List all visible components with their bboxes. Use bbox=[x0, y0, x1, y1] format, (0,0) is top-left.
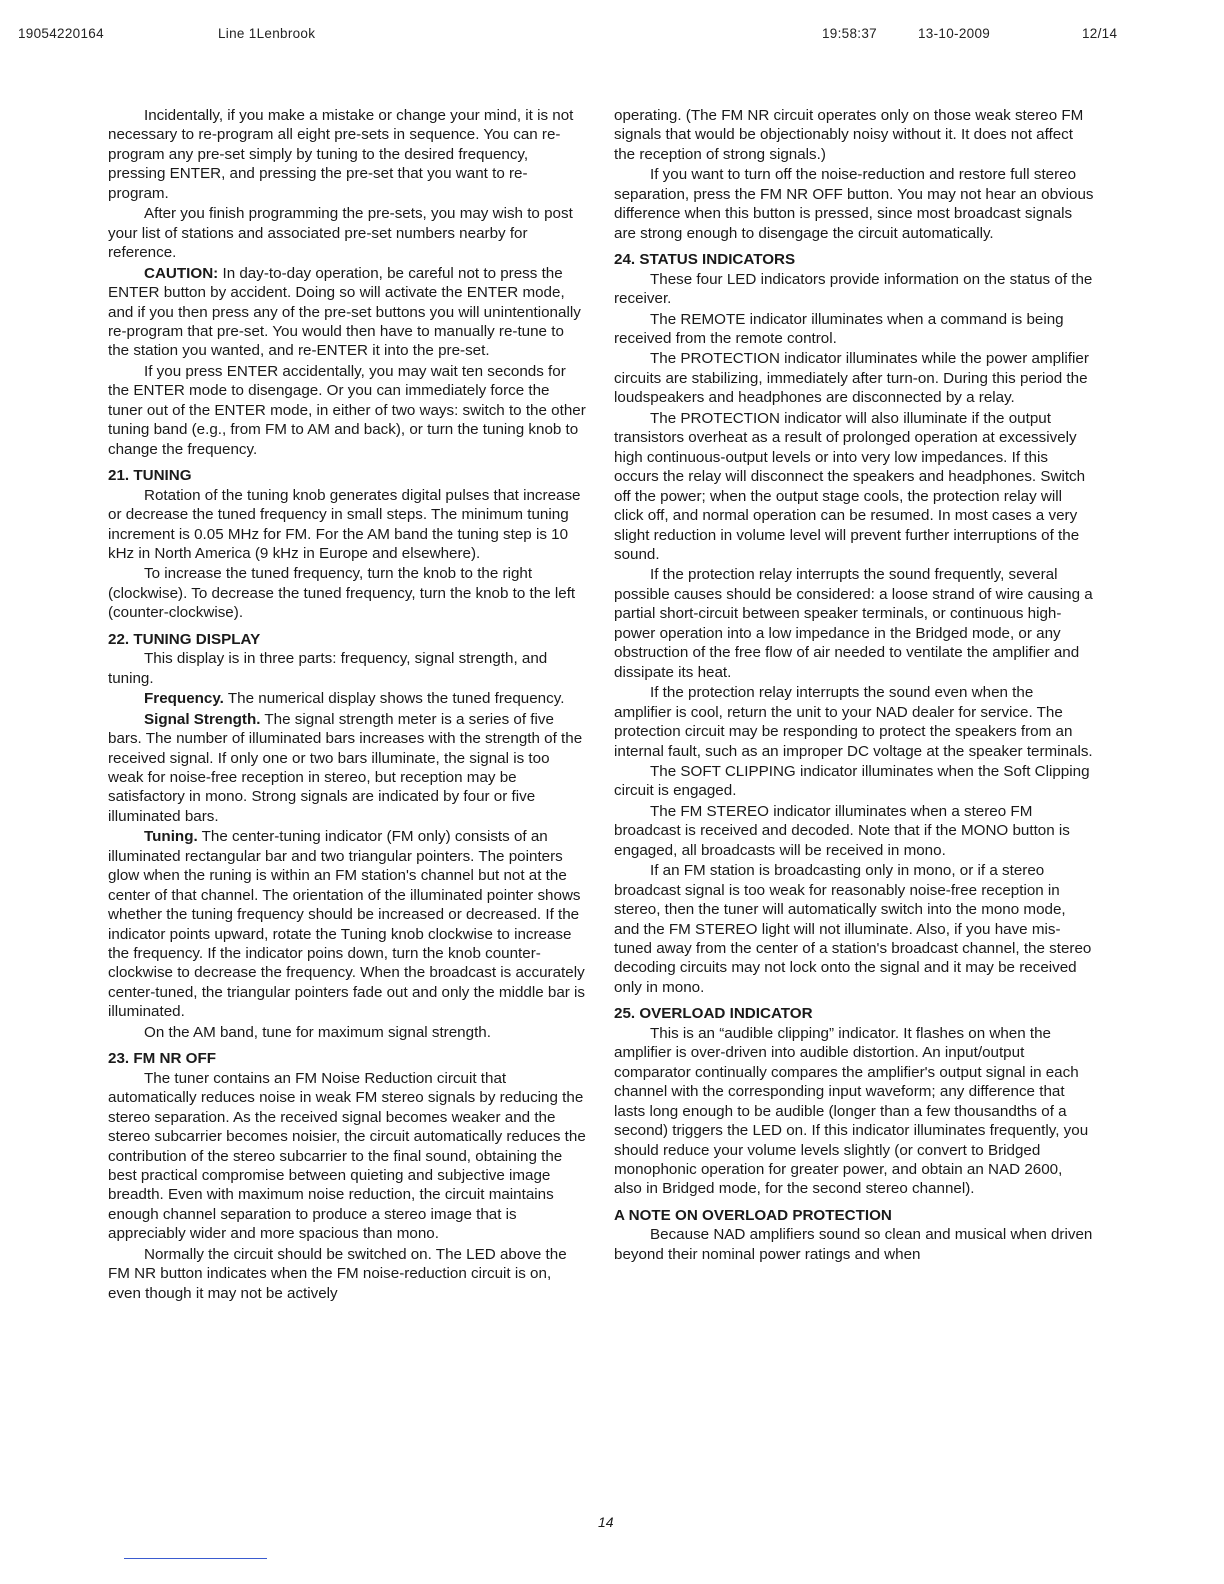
caution-paragraph bbox=[108, 264, 586, 361]
right-column bbox=[614, 106, 1094, 1265]
paragraph: operating. (The FM NR circuit operates only on those weak stereo FM signals that would be objectionably noisy without it. It does not affect the reception of strong signals.) bbox=[614, 107, 1084, 163]
paragraph: Because NAD amplifiers sound so clean and musical when driven beyond their nominal power ratings and when bbox=[614, 1226, 1093, 1263]
paragraph: If an FM station is broadcasting only in mono, or if a stereo broadcast signal is too weak for reasonably noise-free reception in stereo, then the tuner will automatically switch into the mono mode, and the FM STEREO light will not illuminate. Also, if you have mis-tuned away from the center of a station's broadcast channel, the stereo decoding circuits may not lock onto the signal and it may be received only in mono. bbox=[614, 862, 1092, 996]
paragraph: If the protection relay interrupts the sound frequently, several possible causes should be considered: a loose strand of wire causing a partial short-circuit between speaker terminals, or continuous high-power operation into a low impedance in the Bridged mode, or any obstruction of the free flow of air needed to ventilate the amplifier and dissipate its heat. bbox=[614, 566, 1093, 681]
paragraph: Rotation of the tuning knob generates digital pulses that increase or decrease the tuned frequency in small steps. The minimum tuning increment is 0.05 MHz for FM. For the AM band the tuning step is 10 kHz in North America (9 kHz in Europe and elsewhere). bbox=[108, 486, 581, 562]
fax-line: Line 1Lenbrook bbox=[218, 26, 316, 41]
paragraph: The PROTECTION indicator will also illuminate if the output transistors overheat as a result of prolonged operation at excessively high continuous-output levels or into very low impedances. If this occurs the relay will disconnect the speakers and headphones. Switch off the power; when the output stage cools, the protection relay will click off, and normal operation can be resumed. In most cases a very slight reduction in volume level will prevent further interruptions of the sound. bbox=[614, 409, 1086, 563]
section-heading-23: 23. FM NR OFF bbox=[108, 1050, 217, 1068]
section-heading-overload-note: A NOTE ON OVERLOAD PROTECTION bbox=[614, 1206, 892, 1224]
paragraph: The SOFT CLIPPING indicator illuminates when the Soft Clipping circuit is engaged. bbox=[614, 762, 1090, 800]
paragraph: If you want to turn off the noise-reduction and restore full stereo separation, press the FM NR OFF button. You may not hear an obvious difference when this button is pressed, since most broadcast signals are strong enough to disengage the circuit automatically. bbox=[614, 166, 1094, 242]
caution-label: CAUTION: bbox=[144, 264, 219, 282]
paragraph: On the AM band, tune for maximum signal strength. bbox=[144, 1023, 491, 1041]
paragraph: This display is in three parts: frequency, signal strength, and tuning. bbox=[108, 650, 548, 687]
left-column bbox=[108, 106, 586, 1304]
tuning-text: The center-tuning indicator (FM only) consists of an illuminated rectangular bar and two triangular pointers. The pointers glow when the runing is within an FM station's channel but not at the center of that channel. The orientation of the illuminated pointer shows whether the tuning frequency should be increased or decreased. If the indicator points upward, rotate the Tuning knob clockwise to increase the frequency. If the indicator poins down, turn the knob counter-clockwise to decrease the frequency. When the broadcast is accurately center-tuned, the triangular pointers fade out and only the middle bar is illuminated. bbox=[108, 828, 586, 1021]
fax-date: 13-10-2009 bbox=[918, 26, 991, 41]
paragraph: To increase the tuned frequency, turn the knob to the right (clockwise). To decrease the tuned frequency, turn the knob to the left (counter-clockwise). bbox=[108, 565, 576, 622]
fax-page-of: 12/14 bbox=[1082, 26, 1118, 41]
paragraph: The FM STEREO indicator illuminates when a stereo FM broadcast is received and decoded. Note that if the MONO button is engaged, all broadcasts will be received in mono. bbox=[614, 802, 1070, 859]
paragraph: Incidentally, if you make a mistake or change your mind, it is not necessary to re-program all eight pre-sets in sequence. You can re-program any pre-set simply by tuning to the desired frequency, pressing ENTER, and pressing the pre-set that you want to re-program. bbox=[108, 107, 574, 202]
section-heading-22: 22. TUNING DISPLAY bbox=[108, 630, 261, 648]
signal-strength-paragraph bbox=[108, 710, 586, 827]
caution-text: In day-to-day operation, be careful not to press the ENTER button by accident. Doing so will activate the ENTER mode, and if you then press any of the pre-set buttons you will unintentionally re-program that pre-set. You would then have to manually re-tune to the station you wanted, and re-ENTER it into the pre-set. bbox=[108, 264, 581, 360]
fax-time: 19:58:37 bbox=[822, 26, 877, 41]
paragraph: The tuner contains an FM Noise Reduction circuit that automatically reduces noise in weak FM stereo signals by reducing the stereo separation. As the received signal becomes weaker and the stereo subcarrier becomes noisier, the circuit automatically reduces the contribution of the stereo subcarrier to the final sound, obtaining the best practical compromise between quieting and subjective image breadth. Even with maximum noise reduction, the circuit maintains enough channel separation to produce a stereo image that is appreciably wider and more spacious than mono. bbox=[108, 1069, 586, 1243]
signal-strength-text: The signal strength meter is a series of five bars. The number of illuminated bars increases with the strength of the received signal. If only one or two bars illuminate, the signal is too weak for noise-free reception in stereo, but reception may be satisfactory in mono. Strong signals are indicated by four or five illuminated bars. bbox=[108, 710, 583, 825]
signal-strength-label: Signal Strength. bbox=[144, 710, 261, 728]
page-number: 14 bbox=[598, 1514, 614, 1530]
tuning-paragraph bbox=[108, 827, 586, 1022]
section-heading-24: 24. STATUS INDICATORS bbox=[614, 251, 796, 269]
footer-rule bbox=[124, 1558, 267, 1559]
frequency-paragraph bbox=[108, 689, 586, 708]
frequency-text: The numerical display shows the tuned frequency. bbox=[223, 690, 565, 708]
paragraph: If you press ENTER accidentally, you may wait ten seconds for the ENTER mode to disengage. Or you can immediately force the tuner out of the ENTER mode, in either of two ways: switch to the other tuning band (e.g., from FM to AM and back), or turn the tuning knob to change the frequency. bbox=[108, 362, 586, 458]
section-heading-25: 25. OVERLOAD INDICATOR bbox=[614, 1005, 813, 1023]
paragraph: This is an “audible clipping” indicator. It flashes on when the amplifier is over-driven into audible distortion. An input/output comparator continually compares the amplifier's output signal in each channel with the corresponding input waveform; any difference that lasts long enough to be audible (longer than a few thousandths of a second) triggers the LED on. If this indicator illuminates frequently, you should reduce your volume levels slightly (or convert to Bridged monophonic operation for greater power, and obtain an NAD 2600, also in Bridged mode, for the second stereo channel). bbox=[614, 1024, 1089, 1198]
frequency-label: Frequency. bbox=[144, 690, 224, 708]
paragraph: The PROTECTION indicator illuminates while the power amplifier circuits are stabilizing, immediately after turn-on. During this period the loudspeakers and headphones are disconnected by a relay. bbox=[614, 350, 1089, 407]
paragraph: If the protection relay interrupts the sound even when the amplifier is cool, return the unit to your NAD dealer for service. The protection circuit may be responding to protect the speakers from an internal fault, such as an improper DC voltage at the speaker terminals. bbox=[614, 684, 1093, 760]
fax-number: 19054220164 bbox=[18, 26, 104, 41]
paragraph: After you finish programming the pre-sets, you may wish to post your list of stations and associated pre-set numbers nearby for reference. bbox=[108, 205, 573, 262]
tuning-label: Tuning. bbox=[144, 828, 198, 846]
paragraph: The REMOTE indicator illuminates when a command is being received from the remote control. bbox=[614, 310, 1064, 347]
section-heading-21: 21. TUNING bbox=[108, 467, 192, 485]
paragraph: These four LED indicators provide information on the status of the receiver. bbox=[614, 270, 1093, 308]
paragraph: Normally the circuit should be switched on. The LED above the FM NR button indicates when the FM noise-reduction circuit is on, even though it may not be actively bbox=[108, 1245, 567, 1302]
